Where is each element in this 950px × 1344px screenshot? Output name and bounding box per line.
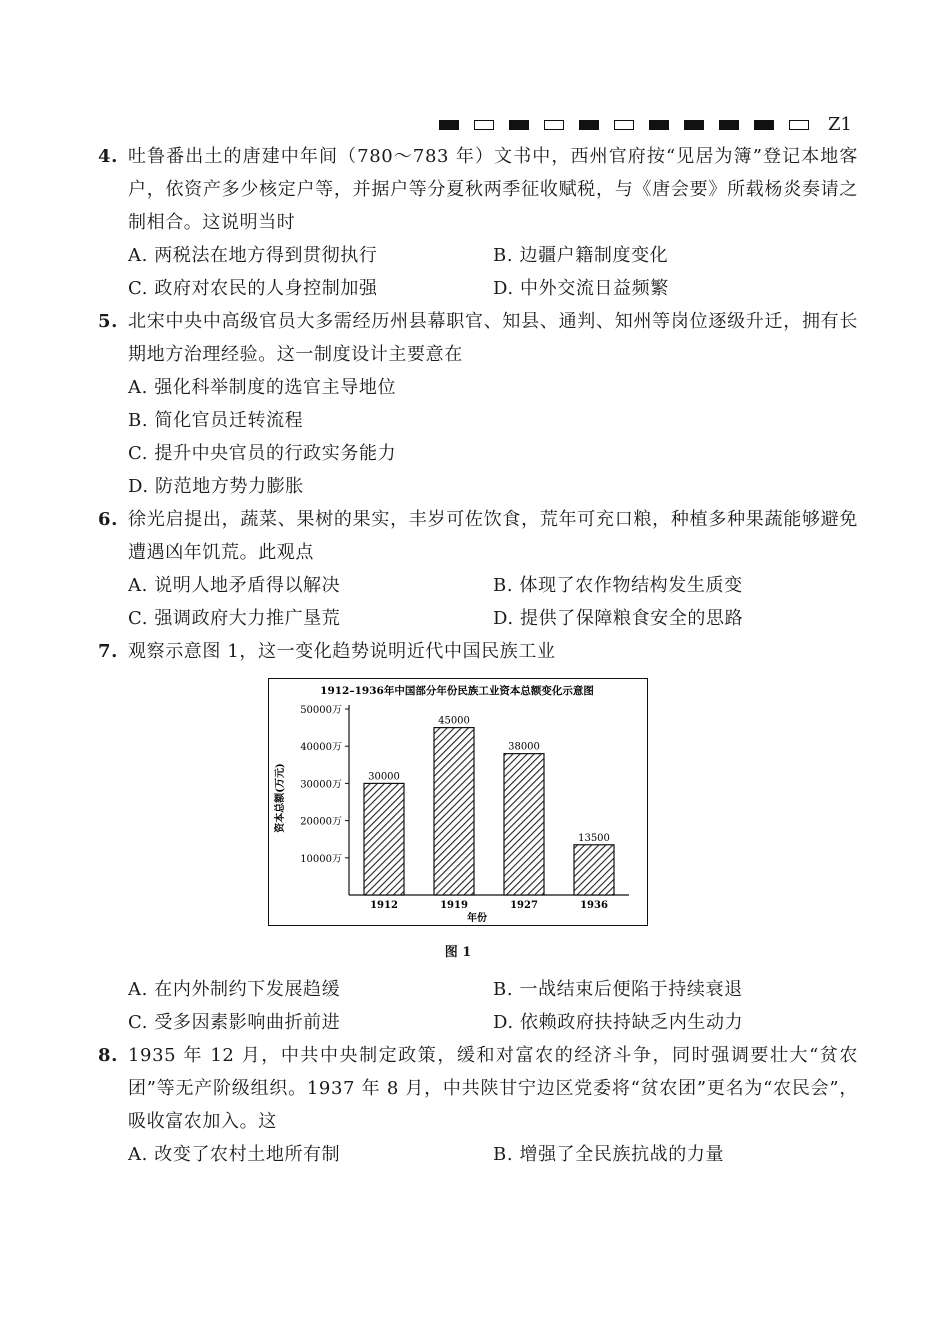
question-8 <box>98 1039 858 1171</box>
question-number: 4. <box>98 146 118 167</box>
bar-1919 <box>434 728 474 895</box>
filled-mark <box>754 120 774 130</box>
page-code: Z1 <box>828 114 852 135</box>
option-d[interactable]: D. 防范地方势力膨胀 <box>128 476 304 497</box>
question-5 <box>98 305 858 503</box>
question-number: 7. <box>98 641 118 662</box>
chart-title: 1912–1936年中国部分年份民族工业资本总额变化示意图 <box>320 685 594 697</box>
question-stem: 观察示意图 1，这一变化趋势说明近代中国民族工业 <box>128 641 556 662</box>
y-tick-label: 30000万 <box>300 779 342 791</box>
bar-chart <box>269 679 646 924</box>
bar-1927 <box>504 754 544 895</box>
option-d[interactable]: D. 依赖政府扶持缺乏内生动力 <box>493 1012 744 1033</box>
option-c[interactable]: C. 政府对农民的人身控制加强 <box>128 278 378 299</box>
filled-mark <box>719 120 739 130</box>
question-stem: 北宋中央中高级官员大多需经历州县幕职官、知县、通判、知州等岗位逐级升迁，拥有长期地方治理经验。这一制度设计主要意在 <box>128 311 858 365</box>
option-c[interactable]: C. 强调政府大力推广垦荒 <box>128 608 341 629</box>
option-b[interactable]: B. 边疆户籍制度变化 <box>493 245 669 266</box>
question-list <box>98 140 858 1171</box>
option-d[interactable]: D. 中外交流日益频繁 <box>493 278 669 299</box>
filled-mark <box>509 120 529 130</box>
option-c[interactable]: C. 受多因素影响曲折前进 <box>128 1012 341 1033</box>
question-stem: 徐光启提出，蔬菜、果树的果实，丰岁可佐饮食，荒年可充口粮，种植多种果蔬能够避免遭遇凶年饥荒。此观点 <box>128 509 858 563</box>
option-b[interactable]: B. 一战结束后便陷于持续衰退 <box>493 979 743 1000</box>
question-stem: 1935 年 12 月，中共中央制定政策，缓和对富农的经济斗争，同时强调要壮大“贫农团”等无产阶级组织。1937 年 8 月，中共陕甘宁边区党委将“贫农团”更名为“农民会”，吸收富农加入。这 <box>128 1045 858 1132</box>
question-number: 8. <box>98 1045 118 1066</box>
hollow-mark <box>614 120 634 130</box>
figure-caption: 图 1 <box>444 945 472 960</box>
option-b[interactable]: B. 简化官员迁转流程 <box>128 410 304 431</box>
option-c[interactable]: C. 提升中央官员的行政实务能力 <box>128 443 397 464</box>
option-d[interactable]: D. 提供了保障粮食安全的思路 <box>493 608 744 629</box>
x-tick-label: 1919 <box>440 900 468 911</box>
question-4 <box>98 140 858 305</box>
filled-mark <box>684 120 704 130</box>
y-axis-label: 资本总额(万元) <box>275 763 286 833</box>
filled-mark <box>439 120 459 130</box>
x-tick-label: 1936 <box>580 900 608 911</box>
chart-frame <box>268 678 648 926</box>
y-tick-label: 20000万 <box>300 816 342 828</box>
hollow-mark <box>789 120 809 130</box>
bar-1936 <box>574 845 614 895</box>
bar-value-label: 13500 <box>578 832 610 844</box>
bar-value-label: 45000 <box>438 715 470 727</box>
filled-mark <box>649 120 669 130</box>
question-number: 5. <box>98 311 118 332</box>
option-a[interactable]: A. 说明人地矛盾得以解决 <box>128 575 341 596</box>
question-number: 6. <box>98 509 118 530</box>
y-tick-label: 40000万 <box>300 742 342 754</box>
x-tick-label: 1912 <box>370 900 398 911</box>
header-marks <box>439 120 809 130</box>
option-a[interactable]: A. 两税法在地方得到贯彻执行 <box>128 245 378 266</box>
option-b[interactable]: B. 增强了全民族抗战的力量 <box>493 1144 725 1165</box>
bar-value-label: 38000 <box>508 741 540 753</box>
option-b[interactable]: B. 体现了农作物结构发生质变 <box>493 575 743 596</box>
bar-1912 <box>364 783 404 895</box>
figure-1 <box>268 678 648 969</box>
filled-mark <box>579 120 599 130</box>
x-axis-label: 年份 <box>467 913 487 924</box>
option-a[interactable]: A. 强化科举制度的选官主导地位 <box>128 377 397 398</box>
question-7 <box>98 635 858 1039</box>
page-header <box>439 114 852 135</box>
option-a[interactable]: A. 在内外制约下发展趋缓 <box>128 979 341 1000</box>
bar-value-label: 30000 <box>368 771 400 783</box>
y-tick-label: 50000万 <box>300 705 342 716</box>
x-tick-label: 1927 <box>510 900 538 911</box>
y-tick-label: 10000万 <box>300 853 342 865</box>
question-stem: 吐鲁番出土的唐建中年间（780～783 年）文书中，西州官府按“见居为簿”登记本地客户，依资产多少核定户等，并据户等分夏秋两季征收赋税，与《唐会要》所载杨炎奏请之制相合。这说明当时 <box>128 146 858 233</box>
hollow-mark <box>544 120 564 130</box>
hollow-mark <box>474 120 494 130</box>
option-a[interactable]: A. 改变了农村土地所有制 <box>128 1144 341 1165</box>
question-6 <box>98 503 858 635</box>
